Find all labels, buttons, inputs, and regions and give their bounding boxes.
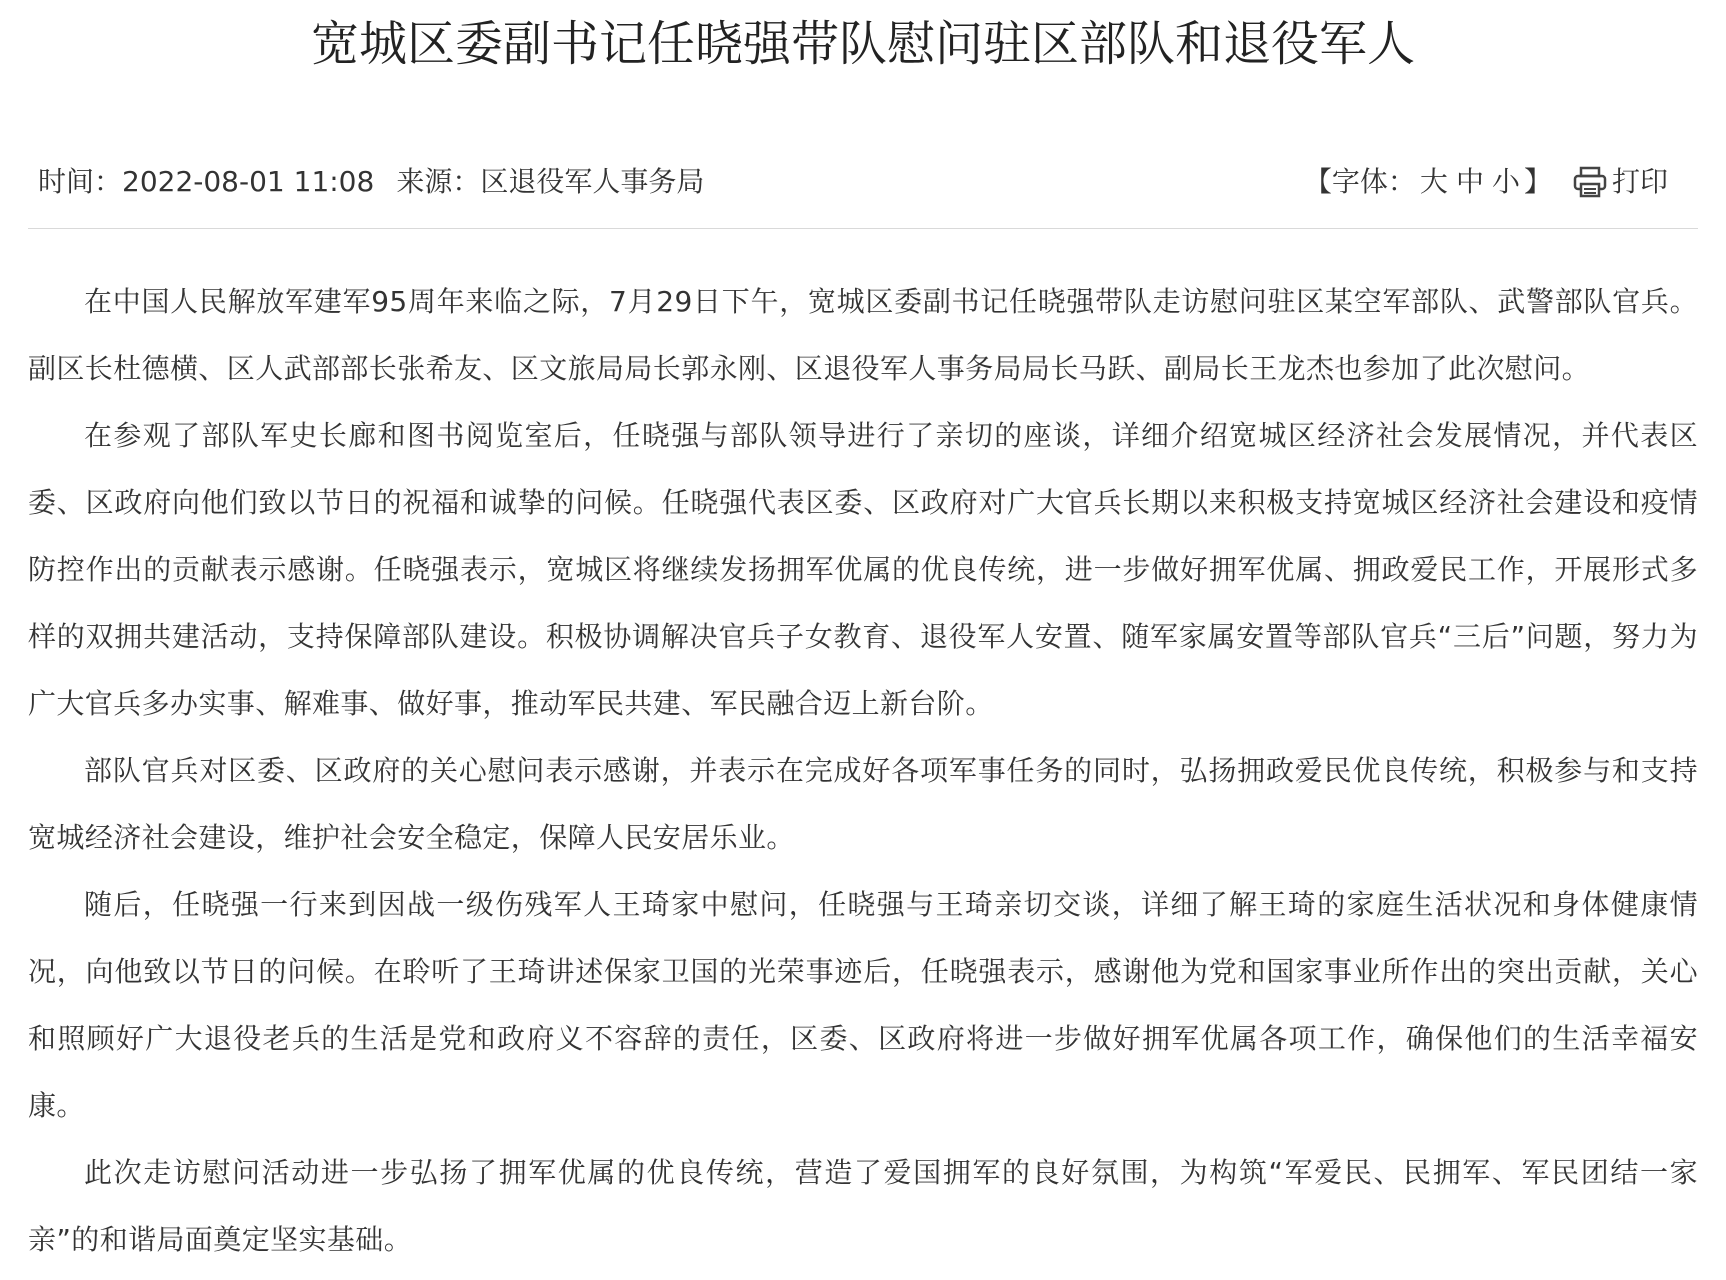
- printer-icon: [1572, 166, 1608, 198]
- publish-time: 时间：2022-08-01 11:08: [38, 165, 375, 198]
- article-paragraph: 在参观了部队军史长廊和图书阅览室后，任晓强与部队领导进行了亲切的座谈，详细介绍宽城区经济社会发展情况，并代表区委、区政府向他们致以节日的祝福和诚挚的问候。任晓强代表区委、区政府对广大官兵长期以来积极支持宽城区经济社会建设和疫情防控作出的贡献表示感谢。任晓强表示，宽城区将继续发扬拥军优属的优良传统，进一步做好拥军优属、拥政爱民工作，开展形式多样的双拥共建活动，支持保障部队建设。积极协调解决官兵子女教育、退役军人安置、随军家属安置等部队官兵“三后”问题，努力为广大官兵多办实事、解难事、做好事，推动军民共建、军民融合迈上新台阶。: [28, 419, 1698, 720]
- font-size-label: 【字体：: [1303, 165, 1416, 198]
- page-title: 宽城区委副书记任晓强带队慰问驻区部队和退役军人: [310, 16, 1415, 72]
- font-size-selector: [1304, 162, 1552, 202]
- font-medium-button[interactable]: 中: [1455, 165, 1484, 198]
- article-paragraph: 此次走访慰问活动进一步弘扬了拥军优属的优良传统，营造了爱国拥军的良好氛围，为构筑“军爱民、民拥军、军民团结一家亲”的和谐局面奠定坚实基础。: [28, 1156, 1698, 1256]
- article-paragraph: 部队官兵对区委、区政府的关心慰问表示感谢，并表示在完成好各项军事任务的同时，弘扬拥政爱民优良传统，积极参与和支持宽城经济社会建设，维护社会安全稳定，保障人民安居乐业。: [28, 754, 1698, 854]
- article-body: [28, 268, 1698, 1273]
- font-small-button[interactable]: 小: [1491, 165, 1520, 198]
- print-button[interactable]: [1572, 162, 1668, 202]
- font-size-label-close: 】: [1523, 165, 1552, 198]
- article-paragraph: 在中国人民解放军建军95周年来临之际，7月29日下午，宽城区委副书记任晓强带队走访慰问驻区某空军部队、武警部队官兵。副区长杜德横、区人武部部长张希友、区文旅局局长郭永刚、区退役军人事务局局长马跃、副局长王龙杰也参加了此次慰问。: [28, 285, 1698, 385]
- font-large-button[interactable]: 大: [1419, 165, 1448, 198]
- article-source: 来源：区退役军人事务局: [396, 165, 705, 198]
- article-tools: [1304, 162, 1698, 202]
- article-meta-info: [28, 162, 704, 202]
- article-meta-bar: [28, 162, 1698, 229]
- print-label: 打印: [1611, 165, 1668, 198]
- article-paragraph: 随后，任晓强一行来到因战一级伤残军人王琦家中慰问，任晓强与王琦亲切交谈，详细了解王琦的家庭生活状况和身体健康情况，向他致以节日的问候。在聆听了王琦讲述保家卫国的光荣事迹后，任晓强表示，感谢他为党和国家事业所作出的突出贡献，关心和照顾好广大退役老兵的生活是党和政府义不容辞的责任，区委、区政府将进一步做好拥军优属各项工作，确保他们的生活幸福安康。: [28, 888, 1698, 1122]
